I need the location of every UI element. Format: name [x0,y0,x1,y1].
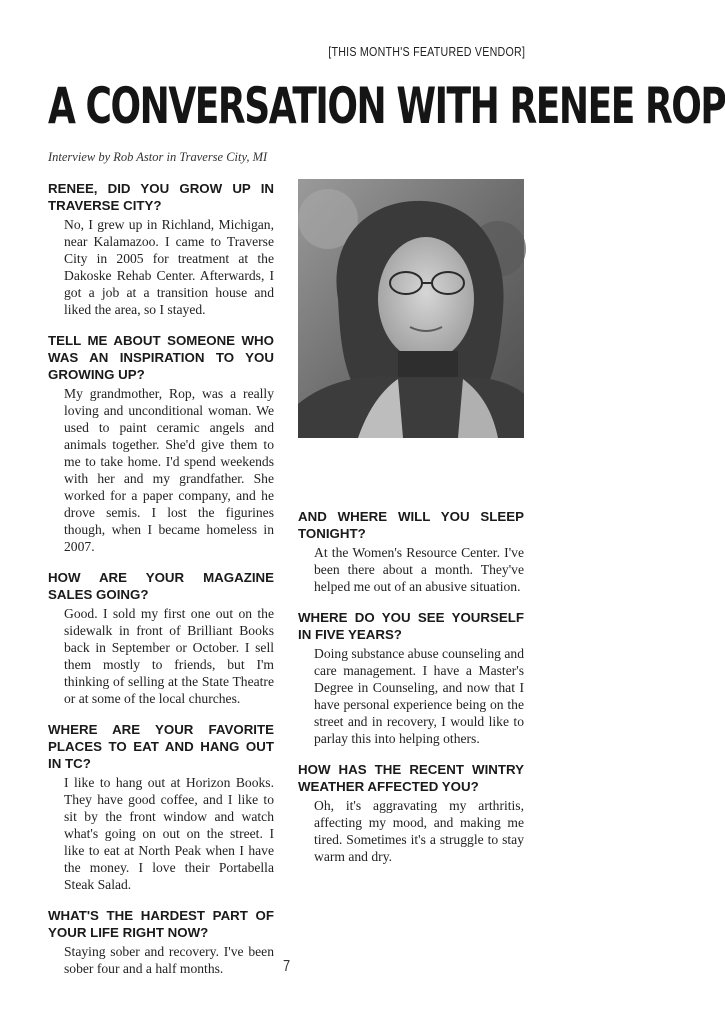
question-heading: WHAT'S THE HARDEST PART OF YOUR LIFE RIGHT NOW? [48,908,274,940]
qa-block [298,508,524,595]
answer-text: Oh, it's aggravating my arthritis, affecting my mood, and making me tired. Sometimes it's a struggle to stay warm and dry. [314,798,524,864]
answer-text: My grandmother, Rop, was a really loving and unconditional woman. We used to paint ceramic angels and animals together. She'd give them to me to take home. I'd spend weekends with her and my grandfather. She worked for a paper company, and he drove semis. I lost the figurines though, when I became homeless in 2007. [64,386,274,554]
qa-block [48,721,274,893]
byline: Interview by Rob Astor in Traverse City, MI [48,150,268,164]
page-title: A CONVERSATION WITH RENEE ROP [48,77,725,135]
answer-text: No, I grew up in Richland, Michigan, near Kalamazoo. I came to Traverse City in 2005 for treatment at the Dakoske Rehab Center. Afterwards, I got a job at a transition house and liked the area, so I stayed. [64,217,274,317]
answer-text: I like to hang out at Horizon Books. They have good coffee, and I like to sit by the front window and watch what's going on out on the street. I like to eat at North Peak when I have the money. I love their Portabella Steak Salad. [64,775,274,892]
section-kicker: [THIS MONTH'S FEATURED VENDOR] [328,44,525,59]
question-heading: WHERE ARE YOUR FAVORITE PLACES TO EAT AND HANG OUT IN TC? [48,722,274,771]
answer-text: Staying sober and recovery. I've been sober four and a half months. [64,944,274,976]
qa-block [48,569,274,707]
page-number: 7 [282,958,291,975]
question-heading: AND WHERE WILL YOU SLEEP TONIGHT? [298,509,524,541]
left-column [48,180,274,991]
question-heading: TELL ME ABOUT SOMEONE WHO WAS AN INSPIRATION TO YOU GROWING UP? [48,333,274,382]
qa-block [298,609,524,747]
question-heading: HOW ARE YOUR MAGAZINE SALES GOING? [48,570,274,602]
right-column [298,508,524,879]
answer-text: Good. I sold my first one out on the sidewalk in front of Brilliant Books back in September or October. I sell them mostly to friends, but I'm thinking of selling at the State Theatre or at some of the local churches. [64,606,274,706]
portrait-image [298,179,524,438]
answer-text: Doing substance abuse counseling and care management. I have a Master's Degree in Counseling, and now that I have personal experience being on the street and in recovery, I would like to parlay this into helping others. [314,646,524,746]
question-heading: HOW HAS THE RECENT WINTRY WEATHER AFFECTED YOU? [298,762,524,794]
qa-block [48,332,274,555]
question-heading: WHERE DO YOU SEE YOURSELF IN FIVE YEARS? [298,610,524,642]
qa-block [298,761,524,865]
answer-text: At the Women's Resource Center. I've been there about a month. They've helped me out of an abusive situation. [314,545,524,594]
vendor-portrait-photo [298,179,524,438]
qa-block [48,180,274,318]
question-heading: RENEE, DID YOU GROW UP IN TRAVERSE CITY? [48,181,274,213]
